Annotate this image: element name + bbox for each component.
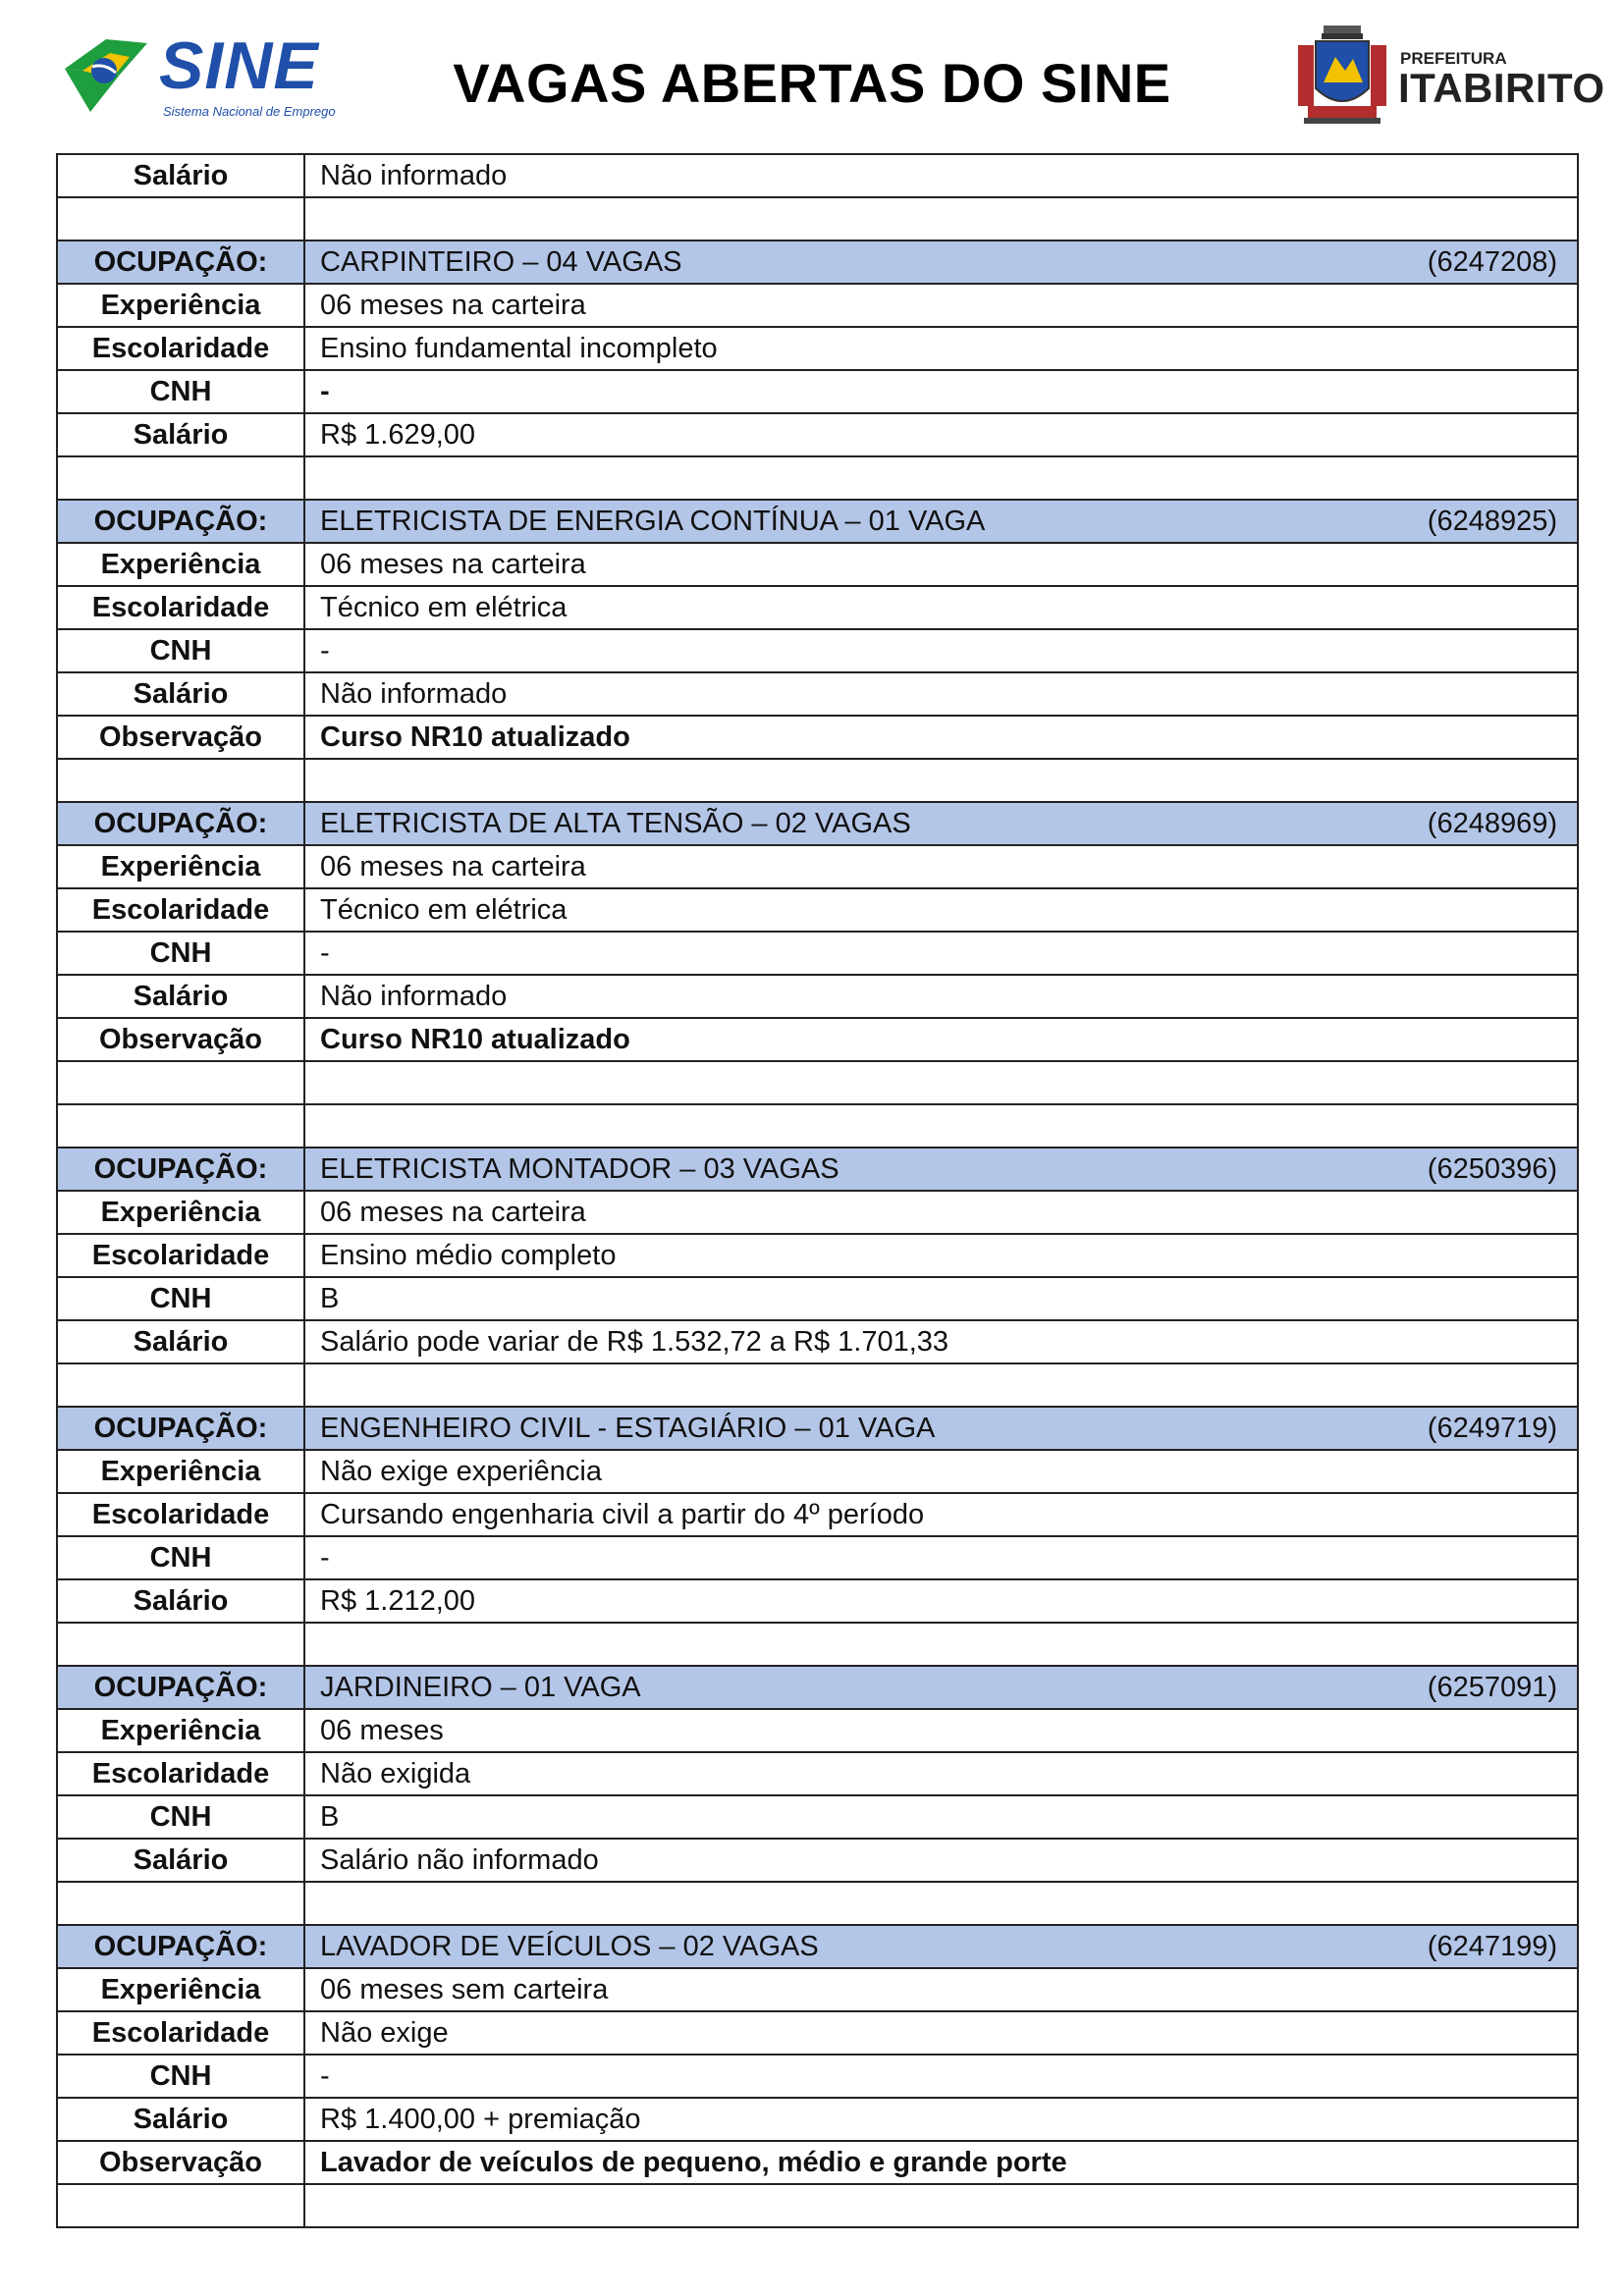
occupation-row — [57, 240, 1578, 284]
spacer-row — [57, 456, 1578, 500]
field-label: Salário — [57, 154, 304, 197]
field-label: CNH — [57, 1277, 304, 1320]
table-row — [57, 932, 1578, 975]
field-value: Técnico em elétrica — [304, 586, 1578, 629]
field-label: Escolaridade — [57, 327, 304, 370]
occupation-title: JARDINEIRO – 01 VAGA — [320, 1672, 641, 1703]
occupation-row — [57, 1407, 1578, 1450]
field-label: CNH — [57, 370, 304, 413]
table-row — [57, 284, 1578, 327]
table-row — [57, 327, 1578, 370]
spacer-row — [57, 2184, 1578, 2227]
field-label: CNH — [57, 932, 304, 975]
city-crest-icon — [1294, 24, 1390, 126]
page-title: VAGAS ABERTAS DO SINE — [453, 52, 1171, 114]
field-value: B — [304, 1277, 1578, 1320]
job-code: (6257091) — [1427, 1672, 1557, 1703]
job-code: (6249719) — [1427, 1413, 1557, 1444]
field-label: Salário — [57, 672, 304, 716]
job-openings-body — [57, 154, 1578, 2227]
field-label: Escolaridade — [57, 586, 304, 629]
table-row — [57, 1018, 1578, 1061]
field-label: Escolaridade — [57, 2011, 304, 2055]
occupation-label: OCUPAÇÃO: — [57, 1666, 304, 1709]
occupation-title-cell — [304, 1407, 1578, 1450]
field-label: Salário — [57, 1839, 304, 1882]
field-label: Escolaridade — [57, 1234, 304, 1277]
table-row — [57, 1536, 1578, 1579]
spacer-row — [57, 197, 1578, 240]
field-value: Curso NR10 atualizado — [304, 716, 1578, 759]
field-label: Salário — [57, 1579, 304, 1623]
spacer-row — [57, 1623, 1578, 1666]
field-value: - — [304, 629, 1578, 672]
table-row — [57, 716, 1578, 759]
field-value: Curso NR10 atualizado — [304, 1018, 1578, 1061]
table-row — [57, 1579, 1578, 1623]
job-code: (6247208) — [1427, 246, 1557, 278]
field-value: Não informado — [304, 154, 1578, 197]
occupation-label: OCUPAÇÃO: — [57, 1925, 304, 1968]
field-label: Escolaridade — [57, 1752, 304, 1795]
field-label: Experiência — [57, 845, 304, 888]
table-row — [57, 1839, 1578, 1882]
field-value: Não exige experiência — [304, 1450, 1578, 1493]
field-value: Salário não informado — [304, 1839, 1578, 1882]
field-label: CNH — [57, 2055, 304, 2098]
table-row — [57, 543, 1578, 586]
field-label: Salário — [57, 2098, 304, 2141]
table-row — [57, 975, 1578, 1018]
occupation-label: OCUPAÇÃO: — [57, 1148, 304, 1191]
job-code: (6248925) — [1427, 506, 1557, 537]
field-value: Salário pode variar de R$ 1.532,72 a R$ 1.701,33 — [304, 1320, 1578, 1363]
occupation-title-cell — [304, 1148, 1578, 1191]
table-row — [57, 845, 1578, 888]
job-code: (6247199) — [1427, 1931, 1557, 1962]
field-label: Escolaridade — [57, 1493, 304, 1536]
field-value: - — [304, 1536, 1578, 1579]
table-row — [57, 370, 1578, 413]
table-row — [57, 1277, 1578, 1320]
field-label: Experiência — [57, 1968, 304, 2011]
occupation-title-cell — [304, 1925, 1578, 1968]
occupation-row — [57, 1666, 1578, 1709]
field-value: Lavador de veículos de pequeno, médio e grande porte — [304, 2141, 1578, 2184]
table-row — [57, 1234, 1578, 1277]
occupation-title-cell — [304, 500, 1578, 543]
field-value: Não exigida — [304, 1752, 1578, 1795]
occupation-title: ELETRICISTA DE ENERGIA CONTÍNUA – 01 VAGA — [320, 506, 986, 537]
spacer-row — [57, 1882, 1578, 1925]
field-value: 06 meses na carteira — [304, 543, 1578, 586]
occupation-label: OCUPAÇÃO: — [57, 240, 304, 284]
table-row — [57, 413, 1578, 456]
field-value: - — [304, 2055, 1578, 2098]
spacer-row — [57, 1363, 1578, 1407]
sine-logo-text: SINE — [159, 28, 319, 103]
field-label: Salário — [57, 975, 304, 1018]
prefeitura-label: PREFEITURA — [1400, 49, 1507, 68]
table-row — [57, 2141, 1578, 2184]
field-value: R$ 1.400,00 + premiação — [304, 2098, 1578, 2141]
field-value: R$ 1.212,00 — [304, 1579, 1578, 1623]
spacer-row — [57, 759, 1578, 802]
table-row — [57, 629, 1578, 672]
field-label: CNH — [57, 1795, 304, 1839]
field-value: Ensino fundamental incompleto — [304, 327, 1578, 370]
field-label: Experiência — [57, 284, 304, 327]
occupation-row — [57, 1148, 1578, 1191]
occupation-title: CARPINTEIRO – 04 VAGAS — [320, 246, 682, 278]
field-value: - — [304, 370, 1578, 413]
table-row — [57, 1709, 1578, 1752]
occupation-title-cell — [304, 240, 1578, 284]
field-label: Observação — [57, 716, 304, 759]
field-value: Técnico em elétrica — [304, 888, 1578, 932]
field-value: 06 meses — [304, 1709, 1578, 1752]
field-value: Não informado — [304, 672, 1578, 716]
table-row — [57, 1191, 1578, 1234]
field-label: Observação — [57, 2141, 304, 2184]
field-label: Experiência — [57, 1450, 304, 1493]
occupation-title: ENGENHEIRO CIVIL - ESTAGIÁRIO – 01 VAGA — [320, 1413, 936, 1444]
prefeitura-logo — [1294, 24, 1605, 128]
occupation-title: LAVADOR DE VEÍCULOS – 02 VAGAS — [320, 1931, 819, 1962]
field-label: Salário — [57, 1320, 304, 1363]
sine-logo-subtitle: Sistema Nacional de Emprego — [163, 104, 336, 119]
occupation-title-cell — [304, 1666, 1578, 1709]
job-code: (6248969) — [1427, 808, 1557, 839]
table-row — [57, 1493, 1578, 1536]
job-code: (6250396) — [1427, 1153, 1557, 1185]
field-label: CNH — [57, 1536, 304, 1579]
field-value: 06 meses na carteira — [304, 845, 1578, 888]
prefeitura-city: ITABIRITO — [1398, 65, 1605, 111]
table-row — [57, 1320, 1578, 1363]
job-openings-table — [56, 153, 1579, 2228]
table-row — [57, 1968, 1578, 2011]
field-value: B — [304, 1795, 1578, 1839]
field-value: R$ 1.629,00 — [304, 413, 1578, 456]
field-value: Não exige — [304, 2011, 1578, 2055]
table-row — [57, 1795, 1578, 1839]
table-row — [57, 2098, 1578, 2141]
table-row — [57, 1450, 1578, 1493]
field-value: - — [304, 932, 1578, 975]
page-header — [0, 0, 1624, 147]
table-row — [57, 586, 1578, 629]
occupation-row — [57, 1925, 1578, 1968]
table-row — [57, 888, 1578, 932]
occupation-title: ELETRICISTA MONTADOR – 03 VAGAS — [320, 1153, 839, 1185]
occupation-row — [57, 500, 1578, 543]
field-label: Observação — [57, 1018, 304, 1061]
occupation-row — [57, 802, 1578, 845]
table-row — [57, 2055, 1578, 2098]
spacer-row — [57, 1061, 1578, 1104]
field-label: Experiência — [57, 543, 304, 586]
table-row — [57, 2011, 1578, 2055]
field-value: Ensino médio completo — [304, 1234, 1578, 1277]
table-row — [57, 1752, 1578, 1795]
table-row — [57, 154, 1578, 197]
field-label: Experiência — [57, 1191, 304, 1234]
field-label: CNH — [57, 629, 304, 672]
field-value: 06 meses na carteira — [304, 284, 1578, 327]
field-value: Cursando engenharia civil a partir do 4º período — [304, 1493, 1578, 1536]
table-row — [57, 672, 1578, 716]
occupation-title: ELETRICISTA DE ALTA TENSÃO – 02 VAGAS — [320, 808, 911, 839]
occupation-title-cell — [304, 802, 1578, 845]
field-value: 06 meses na carteira — [304, 1191, 1578, 1234]
spacer-row — [57, 1104, 1578, 1148]
occupation-label: OCUPAÇÃO: — [57, 802, 304, 845]
field-label: Escolaridade — [57, 888, 304, 932]
field-value: Não informado — [304, 975, 1578, 1018]
occupation-label: OCUPAÇÃO: — [57, 500, 304, 543]
field-value: 06 meses sem carteira — [304, 1968, 1578, 2011]
field-label: Experiência — [57, 1709, 304, 1752]
occupation-label: OCUPAÇÃO: — [57, 1407, 304, 1450]
field-label: Salário — [57, 413, 304, 456]
